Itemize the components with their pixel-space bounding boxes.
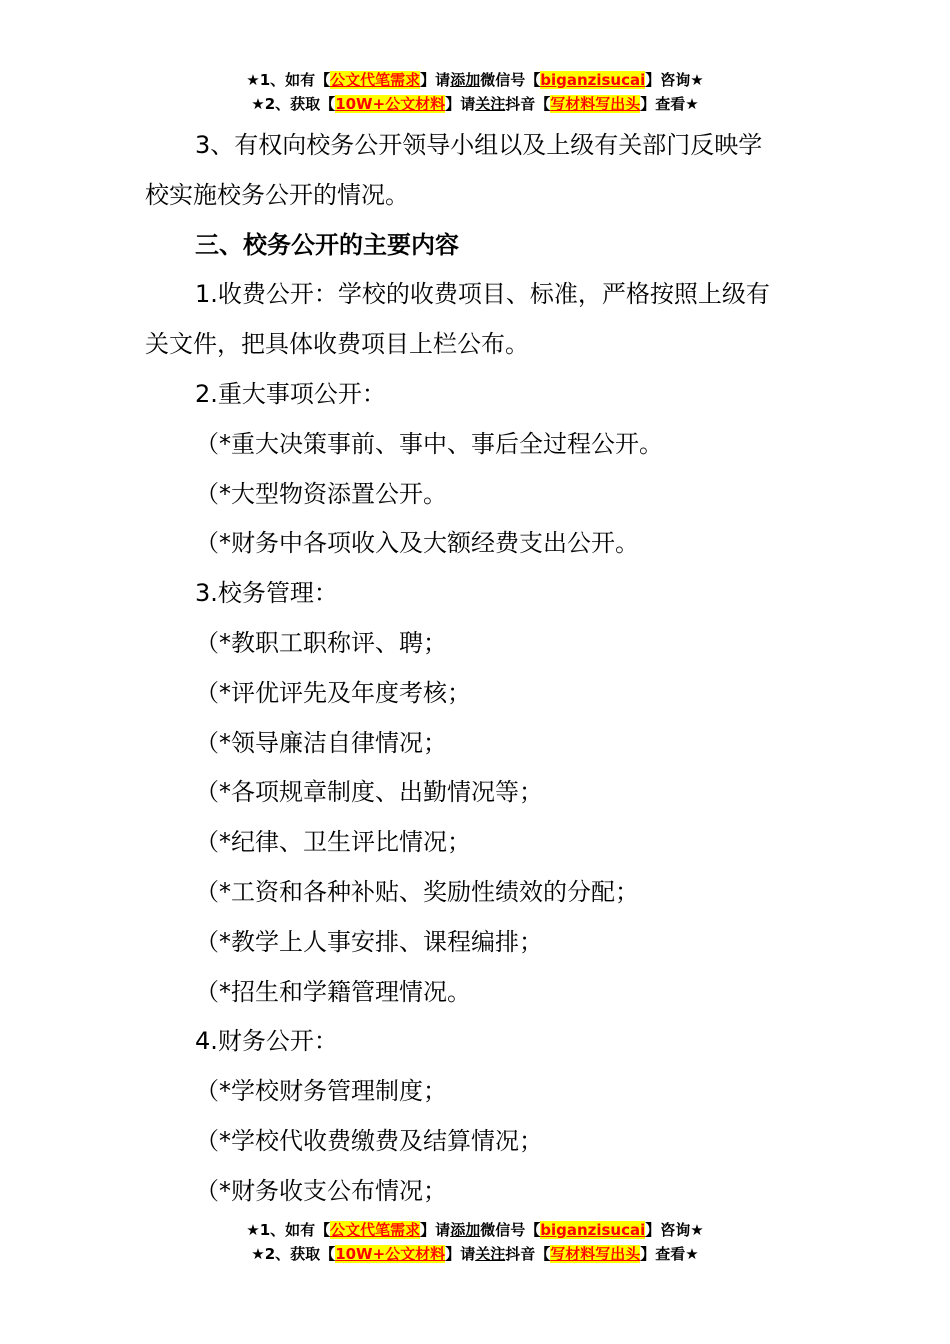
- banner-highlight: 10W+公文材料: [335, 1245, 446, 1263]
- banner-wechat-id: biganzisucai: [540, 1221, 646, 1239]
- sub-item: （*领导廉洁自律情况；: [195, 728, 447, 757]
- section-heading: 三、校务公开的主要内容: [195, 230, 459, 259]
- document-body: [145, 121, 815, 1217]
- banner-text: ★1、如有【: [246, 1221, 331, 1239]
- banner-text: 】请: [445, 1245, 476, 1263]
- header-banner: [0, 68, 950, 116]
- sub-item: （*教学上人事安排、课程编排；: [195, 927, 543, 956]
- banner-text: ★2、获取【: [251, 95, 336, 113]
- banner-text: 】请: [445, 95, 476, 113]
- sub-item: （*工资和各种补贴、奖励性绩效的分配；: [195, 877, 639, 906]
- banner-line-2: [0, 1242, 950, 1266]
- sub-item: （*大型物资添置公开。: [195, 479, 447, 508]
- banner-text: 】请: [420, 1221, 451, 1239]
- banner-text: 抖音【: [505, 95, 551, 113]
- list-item: 关文件，把具体收费项目上栏公布。: [145, 330, 529, 359]
- sub-item: （*招生和学籍管理情况。: [195, 977, 471, 1006]
- banner-underlined: 关注: [475, 95, 506, 113]
- banner-highlight: 公文代笔需求: [330, 71, 421, 89]
- banner-underlined: 添加: [450, 71, 481, 89]
- banner-text: 抖音【: [505, 1245, 551, 1263]
- list-item-title: 3.校务管理：: [195, 579, 338, 608]
- sub-item: （*财务中各项收入及大额经费支出公开。: [195, 529, 639, 558]
- banner-text: 微信号【: [480, 1221, 541, 1239]
- banner-text: ★2、获取【: [251, 1245, 336, 1263]
- banner-text: 】查看★: [640, 95, 699, 113]
- banner-text: 】请: [420, 71, 451, 89]
- banner-douyin-id: 写材料写出头: [550, 1245, 641, 1263]
- paragraph: 校实施校务公开的情况。: [145, 180, 409, 209]
- banner-text: ★1、如有【: [246, 71, 331, 89]
- list-item: 1.收费公开：学校的收费项目、标准，严格按照上级有: [195, 280, 770, 309]
- sub-item: （*财务收支公布情况；: [195, 1176, 447, 1205]
- banner-wechat-id: biganzisucai: [540, 71, 646, 89]
- banner-text: 】咨询★: [645, 71, 704, 89]
- banner-douyin-id: 写材料写出头: [550, 95, 641, 113]
- banner-text: 】咨询★: [645, 1221, 704, 1239]
- banner-line-2: [0, 92, 950, 116]
- sub-item: （*评优评先及年度考核；: [195, 678, 471, 707]
- banner-highlight: 公文代笔需求: [330, 1221, 421, 1239]
- sub-item: （*学校财务管理制度；: [195, 1077, 447, 1106]
- list-item-title: 2.重大事项公开：: [195, 379, 386, 408]
- banner-line-1: [0, 1218, 950, 1242]
- paragraph: 3、有权向校务公开领导小组以及上级有关部门反映学: [195, 131, 763, 159]
- footer-banner: [0, 1218, 950, 1266]
- banner-underlined: 添加: [450, 1221, 481, 1239]
- banner-text: 微信号【: [480, 71, 541, 89]
- sub-item: （*各项规章制度、出勤情况等；: [195, 778, 543, 807]
- banner-underlined: 关注: [475, 1245, 506, 1263]
- list-item-title: 4.财务公开：: [195, 1027, 338, 1056]
- banner-text: 】查看★: [640, 1245, 699, 1263]
- banner-line-1: [0, 68, 950, 92]
- banner-highlight: 10W+公文材料: [335, 95, 446, 113]
- sub-item: （*学校代收费缴费及结算情况；: [195, 1126, 543, 1155]
- sub-item: （*纪律、卫生评比情况；: [195, 828, 471, 857]
- sub-item: （*教职工职称评、聘；: [195, 628, 447, 657]
- sub-item: （*重大决策事前、事中、事后全过程公开。: [195, 429, 663, 458]
